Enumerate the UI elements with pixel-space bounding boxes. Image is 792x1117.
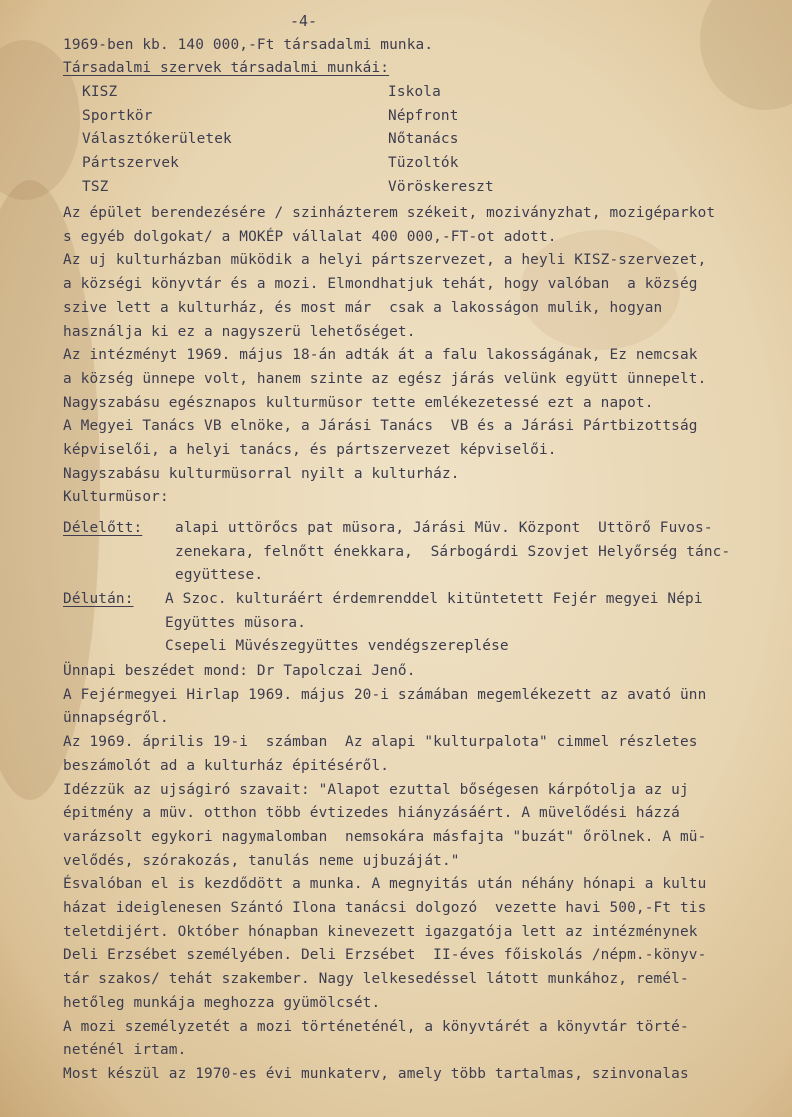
org-right-item: Nőtanács <box>388 131 459 148</box>
program-line: Együttes müsora. <box>165 614 307 631</box>
body-line: Az épület berendezésére / szinházterem székeit, moziványzhat, mozigéparkot <box>63 205 716 221</box>
body-line: neténél irtam. <box>63 1042 187 1059</box>
body-line: épitmény a müv. otthon több évtizedes hiányzásáért. A müvelődési házzá <box>63 805 680 822</box>
body-line: A Fejérmegyei Hirlap 1969. május 20-i számában megemlékezett az avató ünn <box>63 686 707 703</box>
body-line: Most készül az 1970-es évi munkaterv, amely több tartalmas, szinvonalas <box>63 1065 689 1082</box>
program-line: Csepeli Müvészegyüttes vendégszereplése <box>165 638 509 654</box>
body-line: velődés, szórakozás, tanulás neme ujbuzáját." <box>63 852 460 869</box>
program-line: A Szoc. kulturáért érdemrenddel kitüntetett Fejér megyei Népi <box>165 591 703 607</box>
org-right-item: Vöröskereszt <box>388 178 494 195</box>
body-line: Nagyszabásu kulturmüsorral nyilt a kulturház. <box>63 465 460 482</box>
body-line: teletdijért. Október hónapban kinevezett igazgatója lett az intézménynek <box>63 923 698 940</box>
org-right-item: Tüzoltók <box>388 155 459 172</box>
body-line: Az uj kulturházban müködik a helyi pártszervezet, a heyli KISZ-szervezet, <box>63 252 707 269</box>
body-line: Az 1969. április 19-i számban Az alapi "kulturpalota" cimmel részletes <box>63 734 698 751</box>
program-line: alapi uttörőcs pat müsora, Járási Müv. Központ Uttörő Fuvos- <box>175 520 713 536</box>
intro-line: 1969-ben kb. 140 000,-Ft társadalmi munka. <box>63 37 434 53</box>
org-left-item: TSZ <box>82 178 109 195</box>
org-right-item: Iskola <box>388 84 441 100</box>
body-line: Kulturmüsor: <box>63 489 169 506</box>
body-line: Az intézményt 1969. május 18-án adták át a falu lakosságának, Ez nemcsak <box>63 347 698 364</box>
org-left-item: KISZ <box>82 84 118 100</box>
body-line: a község ünnepe volt, hanem szinte az egész járás velünk együtt ünnepelt. <box>63 370 707 387</box>
body-line: A mozi személyzetét a mozi történeténél, a könyvtárét a könyvtár törté- <box>63 1018 689 1035</box>
page-number: -4- <box>290 12 318 30</box>
body-line: ünnapségről. <box>63 710 169 727</box>
org-right-item: Népfront <box>388 107 459 124</box>
org-left-item: Választókerületek <box>82 131 232 148</box>
body-line: a községi könyvtár és a mozi. Elmondhatjuk tehát, hogy valóban a község <box>63 276 698 293</box>
program-line: zenekara, felnőtt énekkara, Sárbogárdi Szovjet Helyőrség tánc- <box>175 543 731 560</box>
body-line: beszámolót ad a kulturház épitéséről. <box>63 757 390 774</box>
body-line: házat ideiglenesen Szántó Ilona tanácsi dolgozó vezette havi 500,-Ft tis <box>63 900 707 916</box>
body-line: s egyéb dolgokat/ a MOKÉP vállalat 400 000,-FT-ot adott. <box>63 228 557 245</box>
body-line: Idézzük az ujságiró szavait: "Alapot ezuttal bőségesen kárpótolja az uj <box>63 781 689 798</box>
body-line: Ésvalóban el is kezdődött a munka. A megnyitás után néhány hónapi a kultu <box>63 876 707 893</box>
body-line: Ünnapi beszédet mond: Dr Tapolczai Jenő. <box>63 663 416 679</box>
program-line: együttese. <box>175 567 264 583</box>
body-line: szive lett a kulturház, és most már csak a lakosságon mulik, hogyan <box>63 299 663 316</box>
body-line: hetőleg munkája meghozza gyümölcsét. <box>63 994 381 1011</box>
orgs-heading: Társadalmi szervek társadalmi munkái: <box>63 60 390 76</box>
body-line: képviselői, a helyi tanács, és pártszervezet képviselői. <box>63 442 557 458</box>
body-line: varázsolt egykori nagymalomban nemsokára másfajta "buzát" őrölnek. A mü- <box>63 828 707 845</box>
org-left-item: Pártszervek <box>82 155 179 172</box>
body-line: Deli Erzsébet személyében. Deli Erzsébet II-éves főiskolás /népm.-könyv- <box>63 947 707 964</box>
delelott-label: Délelőtt: <box>63 520 143 536</box>
body-line: Nagyszabásu egésznapos kulturmüsor tette emlékezetessé ezt a napot. <box>63 394 654 411</box>
delutan-label: Délután: <box>63 591 134 607</box>
body-line: használja ki ez a nagyszerü lehetőséget. <box>63 323 416 340</box>
org-left-item: Sportkör <box>82 107 153 124</box>
body-line: A Megyei Tanács VB elnöke, a Járási Tanács VB és a Járási Pártbizottság <box>63 418 698 435</box>
body-line: tár szakos/ tehát szakember. Nagy lelkesedéssel látott munkához, remél- <box>63 971 689 988</box>
